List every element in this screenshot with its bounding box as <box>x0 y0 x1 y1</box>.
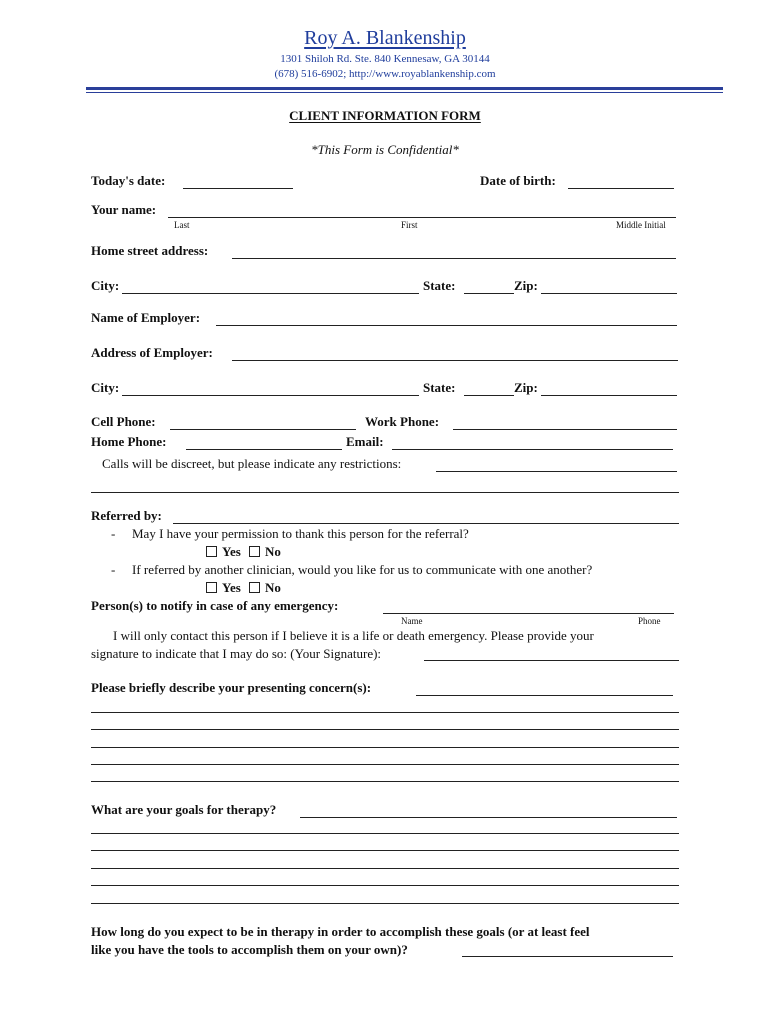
city-field[interactable] <box>122 293 419 294</box>
confidential-note: *This Form is Confidential* <box>311 142 459 157</box>
goals-line-4[interactable] <box>91 885 679 886</box>
work-phone-label: Work Phone: <box>365 414 440 429</box>
name-first-caption: First <box>401 220 418 230</box>
emergency-note-line1: I will only contact this person if I believe it is a life or death emergency. Please provide your <box>113 628 594 643</box>
your-name-field[interactable] <box>168 217 676 218</box>
zip-label: Zip: <box>514 278 538 293</box>
name-last-caption: Last <box>174 220 190 230</box>
home-phone-field[interactable] <box>186 449 342 450</box>
goals-line-0[interactable] <box>300 817 677 818</box>
employer-name-field[interactable] <box>216 325 677 326</box>
home-address-label: Home street address: <box>91 243 209 258</box>
clinician-communicate-options <box>206 580 281 596</box>
state-label: State: <box>423 278 456 293</box>
clinician-communicate-question: If referred by another clinician, would you like for us to communicate with one another? <box>132 562 593 577</box>
thank-no-label: No <box>265 544 281 559</box>
concern-line-0[interactable] <box>416 695 673 696</box>
thank-yes-label: Yes <box>222 544 241 559</box>
employer-state-label: State: <box>423 380 456 395</box>
clinician-yes-label: Yes <box>222 580 241 595</box>
state-field[interactable] <box>464 293 514 294</box>
therapy-duration-line2: like you have the tools to accomplish them on your own)? <box>91 942 408 957</box>
employer-name-label: Name of Employer: <box>91 310 201 325</box>
header-rule-thick <box>86 87 723 90</box>
your-name-label: Your name: <box>91 202 157 217</box>
goals-line-1[interactable] <box>91 833 679 834</box>
zip-field[interactable] <box>541 293 677 294</box>
employer-city-field[interactable] <box>122 395 419 396</box>
employer-address-field[interactable] <box>232 360 678 361</box>
calls-restrictions-field-2[interactable] <box>91 492 679 493</box>
email-label: Email: <box>346 434 384 449</box>
todays-date-label: Today's date: <box>91 173 166 188</box>
clinician-yes-checkbox[interactable] <box>206 582 217 593</box>
clinician-no-checkbox[interactable] <box>249 582 260 593</box>
goals-line-5[interactable] <box>91 903 679 904</box>
home-phone-label: Home Phone: <box>91 434 167 449</box>
practitioner-name: Roy A. Blankenship <box>304 27 466 49</box>
name-middle-caption: Middle Initial <box>616 220 666 230</box>
work-phone-field[interactable] <box>453 429 677 430</box>
thank-referral-question: May I have your permission to thank this person for the referral? <box>132 526 469 541</box>
goals-line-3[interactable] <box>91 868 679 869</box>
concern-line-2[interactable] <box>91 729 679 730</box>
signature-field[interactable] <box>424 660 679 661</box>
therapy-goals-label: What are your goals for therapy? <box>91 802 277 817</box>
therapy-duration-field[interactable] <box>462 956 673 957</box>
employer-zip-field[interactable] <box>541 395 677 396</box>
emergency-note-line2: signature to indicate that I may do so: (Your Signature): <box>91 646 382 661</box>
cell-phone-label: Cell Phone: <box>91 414 156 429</box>
dob-label: Date of birth: <box>480 173 556 188</box>
thank-no-checkbox[interactable] <box>249 546 260 557</box>
thank-yes-checkbox[interactable] <box>206 546 217 557</box>
city-label: City: <box>91 278 120 293</box>
employer-zip-label: Zip: <box>514 380 538 395</box>
concern-line-5[interactable] <box>91 781 679 782</box>
employer-state-field[interactable] <box>464 395 514 396</box>
presenting-concern-label: Please briefly describe your presenting concern(s): <box>91 680 372 695</box>
thank-referral-options <box>206 544 281 560</box>
emergency-name-caption: Name <box>401 616 423 626</box>
referred-by-field[interactable] <box>173 523 679 524</box>
concern-line-3[interactable] <box>91 747 679 748</box>
header-rule-thin <box>86 92 723 93</box>
calls-restrictions-label: Calls will be discreet, but please indicate any restrictions: <box>102 456 402 471</box>
practice-address: 1301 Shiloh Rd. Ste. 840 Kennesaw, GA 30144 <box>280 53 490 65</box>
dob-field[interactable] <box>568 188 674 189</box>
goals-line-2[interactable] <box>91 850 679 851</box>
calls-restrictions-field[interactable] <box>436 471 677 472</box>
email-field[interactable] <box>392 449 673 450</box>
bullet-dash-2: - <box>111 562 116 577</box>
bullet-dash-1: - <box>111 526 116 541</box>
concern-line-4[interactable] <box>91 764 679 765</box>
concern-line-1[interactable] <box>91 712 679 713</box>
cell-phone-field[interactable] <box>170 429 356 430</box>
therapy-duration-line1: How long do you expect to be in therapy in order to accomplish these goals (or at least feel <box>91 924 590 939</box>
home-address-field[interactable] <box>232 258 676 259</box>
emergency-contact-label: Person(s) to notify in case of any emergency: <box>91 598 339 613</box>
referred-by-label: Referred by: <box>91 508 162 523</box>
practice-contact: (678) 516-6902; http://www.royablankenship.com <box>274 68 496 80</box>
todays-date-field[interactable] <box>183 188 293 189</box>
employer-address-label: Address of Employer: <box>91 345 213 360</box>
employer-city-label: City: <box>91 380 120 395</box>
emergency-contact-field[interactable] <box>383 613 674 614</box>
clinician-no-label: No <box>265 580 281 595</box>
emergency-phone-caption: Phone <box>638 616 661 626</box>
form-title: CLIENT INFORMATION FORM <box>289 108 481 123</box>
